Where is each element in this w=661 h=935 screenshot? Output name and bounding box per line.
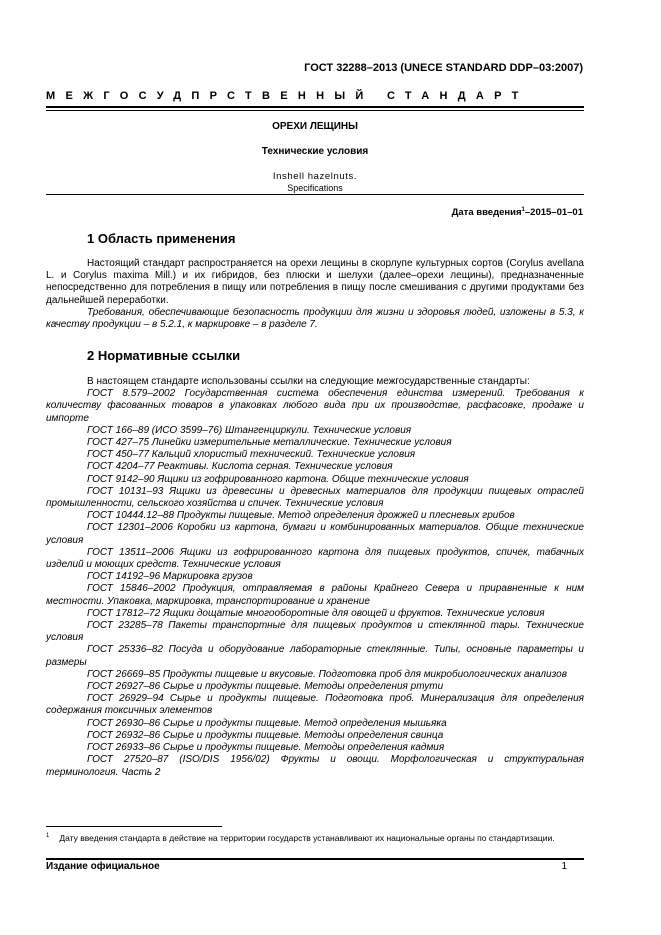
document-subtitle-en: Specifications (287, 183, 343, 193)
reference-item: ГОСТ 9142–90 Ящики из гофрированного картона. Общие технические условия (87, 473, 469, 485)
reference-item: ГОСТ 427–75 Линейки измерительные металлические. Технические условия (87, 437, 452, 449)
reference-item: ГОСТ 13511–2006 Ящики из гофрированного картона для пищевых продуктов, спичек, табачных изделий и моющих средств. Технические условия (46, 546, 584, 571)
reference-item: ГОСТ 25336–82 Посуда и оборудование лабораторные стеклянные. Типы, основные параметры и размеры (46, 644, 584, 668)
reference-item: ГОСТ 26933–86 Сырье и продукты пищевые. Методы определения кадмия (87, 742, 445, 754)
reference-item: ГОСТ 17812–72 Ящики дощатые многооборотные для овощей и фруктов. Технические условия (87, 607, 545, 619)
section-1-paragraph: Настоящий стандарт распространяется на орехи лещины в скорлупе культурных сортов (Corylus avellana L. и Corylus maxima Mill.) и их гибридов, без плюски и шелухи (далее–орехи лещины), предназначенные непосредственно для потребления в пищу или потребления в пищу после смешивания с другими продуктами без дальнейшей переработки. (46, 258, 584, 306)
page-number: 1 (561, 861, 567, 872)
introduction-date (452, 207, 583, 218)
reference-item: ГОСТ 12301–2006 Коробки из картона, бумаги и комбинированных материалов. Общие технические условия (46, 522, 584, 546)
banner-divider-thin (46, 110, 584, 111)
section-1-body (46, 258, 584, 331)
reference-item: ГОСТ 10444.12–88 Продукты пищевые. Метод определения дрожжей и плесневых грибов (87, 510, 515, 522)
document-subtitle: Технические условия (261, 146, 369, 157)
reference-item: ГОСТ 26930–86 Сырье и продукты пищевые. Метод определения мышьяка (87, 717, 447, 729)
standard-banner: МЕЖГОСУДПРСТВЕННЫЙ СТАНДАРТ (46, 90, 529, 102)
reference-list (46, 388, 584, 779)
section-2-body (46, 376, 584, 779)
footer-divider (46, 858, 584, 860)
section-2-intro: В настоящем стандарте использованы ссылки на следующие межгосударственные стандарты: (87, 376, 530, 387)
footnote-mark: 1 (46, 833, 50, 839)
intro-date-footnote-mark: 1 (521, 207, 525, 213)
footnote-divider (46, 826, 222, 827)
title-divider (46, 194, 584, 195)
intro-date-value: –2015–01–01 (524, 207, 583, 219)
intro-date-label: Дата введения (451, 207, 522, 219)
reference-item: ГОСТ 27520–87 (ISO/DIS 1956/02) Фрукты и овощи. Морфологическая и структуральная терминология. Часть 2 (46, 754, 584, 778)
reference-item: ГОСТ 166–89 (ИСО 3599–76) Штангенциркули. Технические условия (87, 424, 412, 436)
reference-item: ГОСТ 8.579–2002 Государственная система обеспечения единства измерений. Требования к количеству фасованных товаров в упаковках любого вида при их производстве, расфасовке, продаже и импорте (46, 388, 584, 424)
reference-item: ГОСТ 10131–93 Ящики из древесины и древесных материалов для продукции пищевых отраслей промышленности, сельского хозяйства и спичек. Технические условия (46, 485, 584, 510)
banner-divider-thick (46, 106, 584, 108)
reference-item: ГОСТ 15846–2002 Продукция, отправляемая в районы Крайнего Севера и приравненные к ним местности. Упаковка, маркировка, транспортирование и хранение (46, 583, 584, 607)
section-1-paragraph: Требования, обеспечивающие безопасность продукции для жизни и здоровья людей, изложены в 5.3, к качеству продукции – в 5.2.1, к маркировке – в разделе 7. (46, 306, 584, 331)
footnote-text: Дату введения стандарта в действие на территории государств устанавливают их национальные органы по стандартизации. (59, 832, 555, 843)
reference-item: ГОСТ 4204–77 Реактивы. Кислота серная. Технические условия (87, 461, 393, 473)
reference-item: ГОСТ 26932–86 Сырье и продукты пищевые. Методы определения свинца (87, 729, 444, 741)
reference-item: ГОСТ 14192–96 Маркировка грузов (87, 571, 253, 583)
reference-item: ГОСТ 23285–78 Пакеты транспортные для пищевых продуктов и стеклянной тары. Технические условия (46, 620, 584, 644)
section-1-heading: 1 Область применения (87, 231, 236, 246)
reference-item: ГОСТ 26669–85 Продукты пищевые и вкусовые. Подготовка проб для микробиологических анализов (87, 668, 567, 680)
edition-label: Издание официальное (46, 861, 160, 872)
footnote (46, 830, 584, 844)
document-title-en: Inshell hazelnuts. (272, 171, 358, 182)
document-title: ОРЕХИ ЛЕЩИНЫ (272, 121, 358, 132)
reference-item: ГОСТ 26929–94 Сырье и продукты пищевые. Подготовка проб. Минерализация для определения содержания токсичных элементов (46, 693, 584, 717)
section-2-heading: 2 Нормативные ссылки (87, 348, 241, 363)
document-code: ГОСТ 32288–2013 (UNECE STANDARD DDP–03:2007) (304, 62, 583, 74)
reference-item: ГОСТ 450–77 Кальций хлористый технический. Технические условия (87, 449, 416, 461)
reference-item: ГОСТ 26927–86 Сырье и продукты пищевые. Методы определения ртути (87, 681, 444, 693)
